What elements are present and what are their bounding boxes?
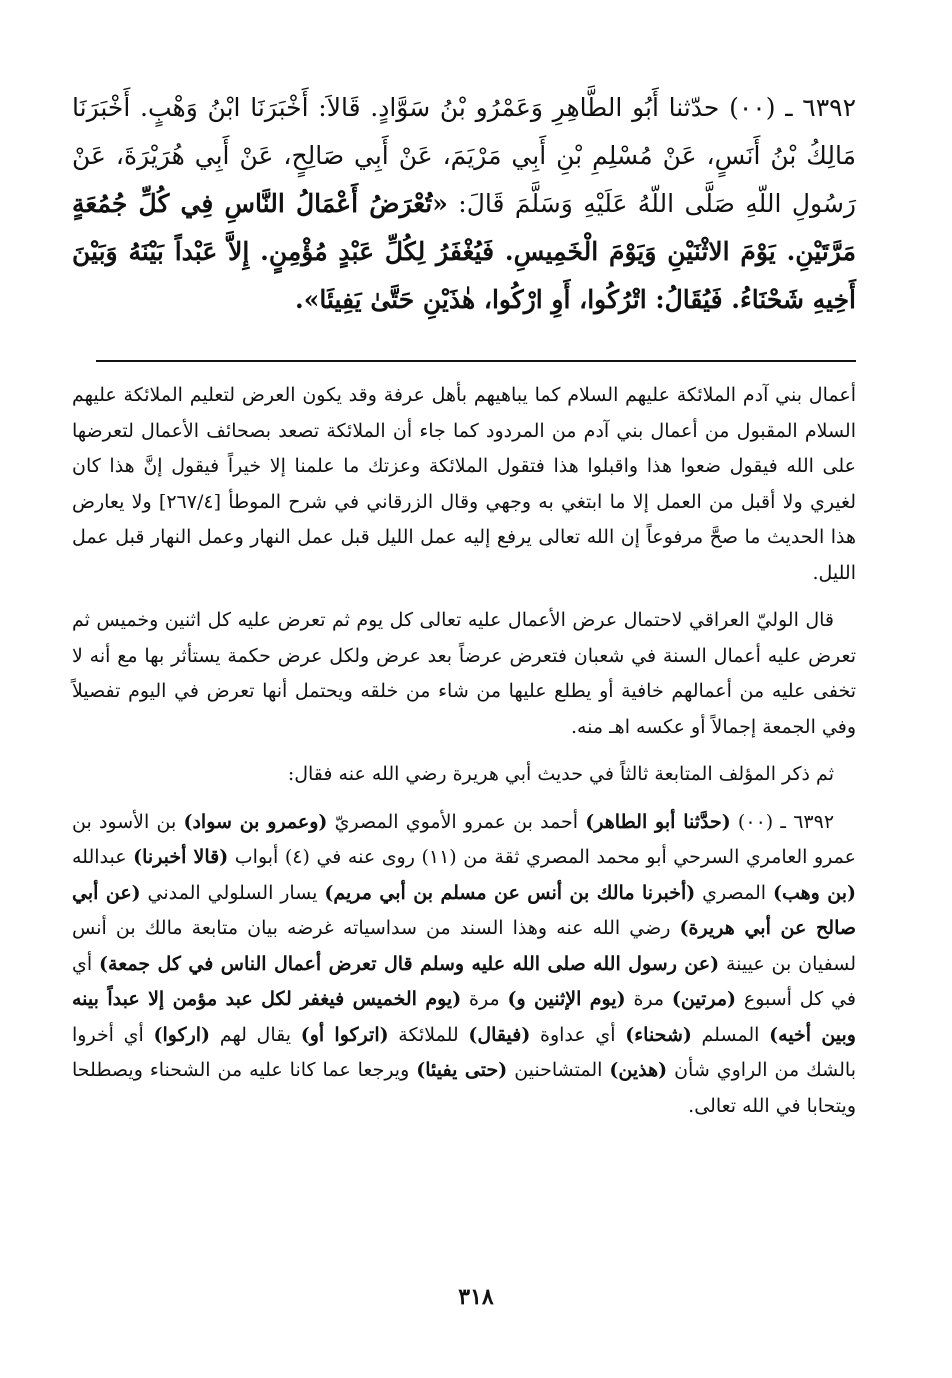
explanation-text-segment: رضي الله عنه وهذا السند من سداسياته غرضه بيان متابعة مالك بن أنس لسفيان بن عيينة <box>72 917 856 975</box>
quoted-text-segment: (قالا أخبرنا) <box>133 846 229 868</box>
quoted-text-segment: (اركوا) <box>153 1023 211 1046</box>
commentary-paragraph-4 <box>72 805 856 1125</box>
hadith-isnad: (٠٠) حدّثنا أَبُو الطَّاهِرِ وَعَمْرُو بْنُ سَوَّادٍ. قَالاَ: أَخْبَرَنَا ابْنُ وَهْبٍ. أَخْبَرَنَا مَالِكُ بْنُ أَنَسٍ، عَنْ مُسْلِمِ بْنِ أَبِي مَرْيَمَ، عَنْ أَبِي صَالِحٍ، عَنْ أَبِي هُرَيْرَةَ، عَنْ رَسُولِ اللّهِ صَلَّى اللّهُ عَلَيْهِ وَسَلَّمَ قَالَ: <box>72 93 856 218</box>
quoted-text-segment: (عن أبي صالح عن أبي هريرة) <box>72 881 857 939</box>
quoted-text-segment: (شحناء) <box>625 1023 692 1046</box>
quoted-text-segment: (حدَّثنا أبو الطاهر) <box>585 810 731 833</box>
commentary-paragraph-3: ثم ذكر المؤلف المتابعة ثالثاً في حديث أبي هريرة رضي الله عنه فقال: <box>287 763 834 785</box>
quoted-text-segment: (حتى يفيئا) <box>416 1059 508 1081</box>
footnote-divider <box>96 360 856 362</box>
explanation-text-segment: المتشاحنين <box>507 1059 610 1081</box>
commentary-paragraph-1: أعمال بني آدم الملائكة عليهم السلام كما يباهيهم بأهل عرفة وقد يكون العرض لتعليم الملائكة عليهم السلام المقبول من أعمال بني آدم من المردود كما جاء أن الملائكة تصعد بصحائف الأعمال لتعرضها على الله فيقول ضعوا هذا واقبلوا هذا فتقول الملائكة وعزتك ما علمنا إلا خيراً فيقول إنَّ هذا كان لغيري ولا أقبل من العمل إلا ما ابتغي به وجهي وقال الزرقاني في شرح الموطأ [٢٦٧/٤] ولا يعارض هذا الحديث ما صحَّ مرفوعاً إن الله تعالى يرفع إليه عمل الليل قبل عمل النهار وعمل النهار قبل عمل الليل. <box>72 384 856 584</box>
commentary-section <box>72 378 856 1136</box>
quoted-text-segment: (أخبرنا مالك بن أنس عن مسلم بن أبي مريم) <box>324 881 696 904</box>
quoted-text-segment: (بن وهب) <box>772 881 857 904</box>
explanation-text-segment: ويرجعا عما كانا عليه من الشحناء ويصطلحا ويتحابا في الله تعالى. <box>72 1059 856 1117</box>
commentary-paragraph-2: قال الوليّ العراقي لاحتمال عرض الأعمال عليه تعالى كل يوم ثم تعرض عليه كل اثنين وخميس ثم تعرض عليه أعمال السنة في شعبان فتعرض عرضاً بعد عرض ولكل عرض حكمة يستأثر بها مع أنه لا تخفى عليه من أعمالهم خافية أو يطلع عليها من شاء من خلقه ويحتمل أنها تعرض في اليوم تفصيلاً وفي الجمعة إجمالاً أو عكسه اهـ منه. <box>72 609 856 738</box>
explanation-text-segment: المصري <box>695 881 773 904</box>
explanation-text-segment: أحمد بن عمرو الأموي المصريّ <box>327 810 586 833</box>
explanation-text-segment: أي في كل أسبوع <box>72 952 856 1010</box>
quoted-text-segment: (يوم الإثنين و) <box>507 988 626 1010</box>
explanation-text-segment: عبدالله <box>72 846 134 868</box>
quoted-text-segment: (عن رسول الله صلى الله عليه وسلم قال تعرض أعمال الناس في كل جمعة) <box>99 952 720 975</box>
hadith-text <box>72 84 856 324</box>
explanation-text-segment: للملائكة <box>388 1023 469 1046</box>
quoted-text-segment: (هذين) <box>609 1059 668 1081</box>
explanation-text-segment: أي أخروا بالشك من الراوي شأن <box>72 1023 856 1081</box>
explanation-text-segment: مرة <box>625 988 672 1010</box>
quoted-text-segment: (يوم الخميس فيغفر لكل عبد مؤمن إلا عبداً بينه وبين أخيه) <box>72 988 856 1046</box>
explanation-text-segment: أي عداوة <box>530 1023 626 1046</box>
explanation-text-segment: ٦٣٩٢ ـ (٠٠) <box>730 810 835 833</box>
quoted-text-segment: (اتركوا أو) <box>300 1023 389 1046</box>
page-number: ٣١٨ <box>458 1284 494 1310</box>
explanation-text-segment: المسلم <box>691 1023 770 1046</box>
quoted-text-segment: (مرتين) <box>671 988 737 1010</box>
hadith-matn: «تُعْرَضُ أَعْمَالُ النَّاسِ فِي كُلِّ جُمُعَةٍ مَرَّتَيْنِ. يَوْمَ الاثْنَيْنِ وَيَوْمَ الْخَمِيسِ. فَيُغْفَرُ لِكُلِّ عَبْدٍ مُؤْمِنٍ. إِلاَّ عَبْداً بَيْنَهُ وَبَيْنَ أَخِيهِ شَحْنَاءُ. فَيُقَالُ: اتْرُكُوا، أَوِ ارْكُوا، هٰذَيْنِ حَتَّىٰ يَفِيئَا». <box>72 189 856 314</box>
explanation-text-segment: بن الأسود بن عمرو العامري السرحي أبو محمد المصري ثقة من (١١) روى عنه في (٤) أبواب <box>72 810 856 868</box>
hadith-paragraph: ٦٣٩٢ ـ (٠٠) حدّثنا أَبُو الطَّاهِرِ وَعَمْرُو بْنُ سَوَّادٍ. قَالاَ: أَخْبَرَنَا ابْنُ وَهْبٍ. أَخْبَرَنَا مَالِكُ بْنُ أَنَسٍ، عَنْ مُسْلِمِ بْنِ أَبِي مَرْيَمَ، عَنْ أَبِي صَالِحٍ، عَنْ أَبِي هُرَيْرَةَ، عَنْ رَسُولِ اللّهِ صَلَّى اللّهُ عَلَيْهِ وَسَلَّمَ قَالَ: «تُعْرَضُ أَعْمَالُ النَّاسِ فِي كُلِّ جُمُعَةٍ مَرَّتَيْنِ. يَوْمَ الاثْنَيْنِ وَيَوْمَ الْخَمِيسِ. فَيُغْفَرُ لِكُلِّ عَبْدٍ مُؤْمِنٍ. إِلاَّ عَبْداً بَيْنَهُ وَبَيْنَ أَخِيهِ شَحْنَاءُ. فَيُقَالُ: اتْرُكُوا، أَوِ ارْكُوا، هٰذَيْنِ حَتَّىٰ يَفِيئَا». <box>72 93 856 314</box>
quoted-text-segment: (وعمرو بن سواد) <box>183 810 328 833</box>
explanation-text-segment: مرة <box>461 988 508 1010</box>
explanation-text-segment: يسار السلولي المدني <box>140 881 325 904</box>
explanation-text-segment: يقال لهم <box>210 1023 301 1046</box>
quoted-text-segment: (فيقال) <box>468 1023 531 1046</box>
hadith-number: ٦٣٩٢ <box>802 93 856 122</box>
